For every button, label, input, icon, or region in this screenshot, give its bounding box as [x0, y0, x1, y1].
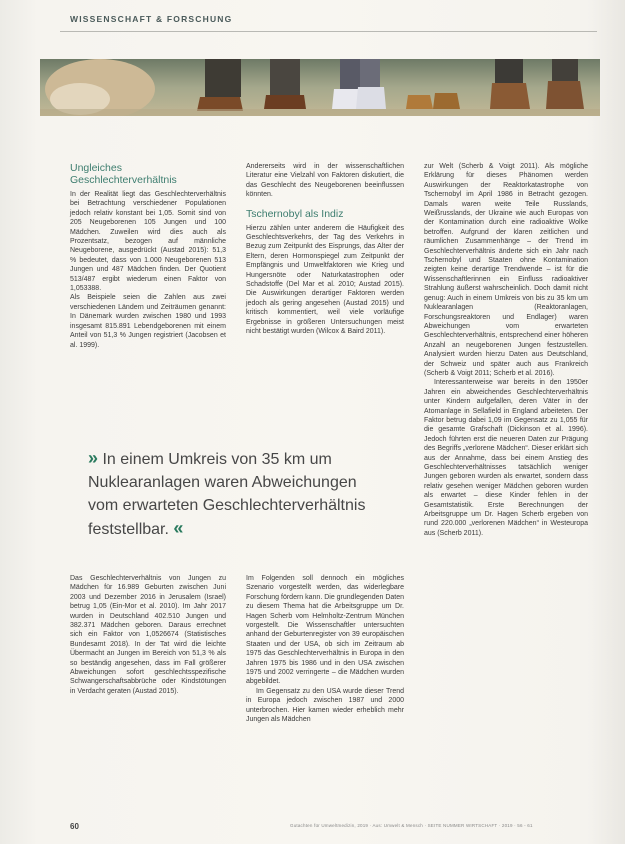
section-label: WISSENSCHAFT & FORSCHUNG	[70, 14, 233, 24]
header-photo	[40, 59, 600, 116]
quote-text: In einem Umkreis von 35 km um Nuklearanlagen waren Abweichungen vom erwarteten Geschlechterverhältnis feststellbar.	[88, 451, 366, 538]
col1-paragraph-1: In der Realität liegt das Geschlechterverhältnis bei Betrachtung verschiedener Populationen jedoch relativ konstant bei 1,05. Somit sind von 205 Neugeborenen 105 Jungen und 100 Mädchen. Zuweilen wird dies auch als Prozentsatz, bezogen auf männliche Neugeborene, ausgedrückt (Austad 2015): 51,3 % bedeutet, dass von 1.000 Neugeborenen 513 Jungen und 487 Mädchen finden. Der Quotient 513/487 ergibt wiederum einen Faktor von 1,053388.	[70, 191, 226, 293]
shoes-photo-illustration	[40, 59, 600, 116]
column-3	[424, 162, 588, 538]
col2-paragraph-2: Hierzu zählen unter anderem die Häufigkeit des Geschlechtsverkehrs, der Tag des Verkehrs in Bezug zum Zeitpunkt des Eisprungs, das Alter der Eltern, deren Hormonspiegel zum Zeitpunkt der Empfängnis und Umweltfaktoren wie Krieg und Hungersnöte oder Naturkatastrophen oder Schadstoffe (Del Mar et al. 2010; Austad 2015). Die Auswirkungen derartiger Faktoren werden jedoch als gering angesehen (Austad 2015) und kritisch kommentiert, weil viele vorläufige Ergebnisse in größeren Untersuchungen meist nicht bestätigt wurden (Wilcox & Baird 2011).	[246, 224, 404, 336]
col3-paragraph-2: Interessanterweise war bereits in den 1950er Jahren ein abweichendes Geschlechterverhältnis unter Kindern aufgefallen, deren Väter in der Atomanlage in Sellafield in England arbeiteten. Der Faktor betrug dabei 1,09 im Gegensatz zu 1,055 für die gesamte Grafschaft (Dickinson et al. 1996). Jedoch führten erst die neueren Daten zur Prägung des Begriffs „verlorene Mädchen“. Dieser erklärt sich aus der Annahme, dass bei einem Anstieg des Geschlechterverhältnisses tatsächlich weniger Jungen geboren wurden als erwartet, sondern dass relativ gesehen weniger Mädchen geboren wurden als erwartet – diese Kinder fehlen in der Gesamtstatistik. Erste Berechnungen der Arbeitsgruppe um Dr. Hagen Scherb ergeben von rund 220.000 „verlorenen Mädchen“ in Westeuropa aus (Scherb 2011).	[424, 379, 588, 537]
footer-line: Gutachten für Umweltmedizin, 2019 · Aus: Umwelt & Mensch · SEITE NUMMER WIRTSCHAFT · 2019 · 56 - 61	[290, 823, 533, 828]
heading-ungleiches: Ungleiches Geschlechterverhältnis	[70, 162, 177, 186]
column-1-bottom	[70, 574, 226, 696]
col1-paragraph-2: Als Beispiele seien die Zahlen aus zwei verschiedenen Ländern und Zeiträumen genannt: In Dänemark wurden zwischen 1980 und 1993 insgesamt 815.891 Lebendgeborenen mit einem Anteil von 51,3 % Jungen registriert (Jacobsen et al. 1999).	[70, 294, 226, 349]
column-2-top	[246, 162, 404, 337]
quote-close-mark: «	[173, 518, 184, 538]
quote-open-mark: »	[88, 448, 99, 468]
page-number: 60	[70, 822, 79, 831]
column-1-top	[70, 162, 226, 350]
col2-paragraph-1: Andererseits wird in der wissenschaftlichen Literatur eine Vielzahl von Faktoren diskutiert, die das Geschlecht des Neugeborenen beeinflussen könnten.	[246, 163, 404, 199]
pull-quote	[88, 447, 378, 541]
heading-tschernobyl: Tschernobyl als Indiz	[246, 207, 344, 220]
column-2-bottom	[246, 574, 404, 725]
col2b-paragraph-2: Im Gegensatz zu den USA wurde dieser Trend in Europa jedoch zwischen 1987 und 2000 unterbrochen. Hier kamen wieder erheblich mehr Jungen als Mädchen	[246, 687, 404, 724]
col1b-paragraph-1: Das Geschlechterverhältnis von Jungen zu Mädchen für 16.989 Geburten zwischen Juni 2003 und Dezember 2016 in Jerusalem (Israel) betrug 1,05 (Ein-Mor et al. 2010). Im Jahr 2017 wurden in Deutschland 402.510 Jungen und 382.371 Mädchen geboren. Daraus errechnet sich ein Faktor von 1,0526674 (Statistisches Bundesamt 2018). In der Tat wird die leichte Übermacht an Jungen im Bereich von 51,3 % als so beständig angesehen, dass im Fall größerer Abweichungen sofort geschlechtsspezifische Schwangerschaftsabbrüche oder Kindstötungen in Verdacht geraten (Austad 2015).	[70, 575, 226, 695]
col2b-paragraph-1: Im Folgenden soll dennoch ein mögliches Szenario vorgestellt werden, das widerlegbare Forschung fördern kann. Die grundlegenden Daten zu diesem Thema hat die Arbeitsgruppe um Dr. Hagen Scherb vom Helmholtz-Zentrum München vorgestellt. Die Wissenschaftler untersuchten anhand der Geburtenregister von 39 europäischen Staaten und der USA, ob sich im Zeitraum ab 1975 das Geschlechterverhältnis in Europa in den Jahren 1975 bis 1986 und in den USA zwischen 1975 und 2002 verringerte – die Mädchen wurden abgebildet.	[246, 575, 404, 686]
header-rule	[60, 31, 597, 32]
col3-paragraph-1: zur Welt (Scherb & Voigt 2011). Als mögliche Erklärung für dieses Phänomen werden Auswirkungen der Reaktorkatastrophe von Tschernobyl im April 1986 in Betracht gezogen. Damals waren weite Teile Russlands, Weißrusslands, der Ukraine wie auch Europas von der Kontamination durch eine radioaktive Wolke betroffen. Aufgrund der klaren zeitlichen und räumlichen Zusammenhänge – der Trend im Geschlechterverhältnis änderte sich ein Jahr nach Tschernobyl und Staaten ohne Kontamination zeigten keine derartige Trendwende – ist für die Wissenschaftlerinnen ein Einfluss radioaktiver Strahlung äußerst wahrscheinlich. Doch damit nicht genug: Auch in einem Umkreis von bis zu 35 km um Nuklearanlagen (Reaktoranlagen, Forschungsreaktoren und Endlager) waren Abweichungen vom erwarteten Geschlechterverhältnis, entsprechend einer höheren Anzahl an neugeborenen Jungen festzustellen. Analysiert wurden hierzu Daten aus Deutschland, der Schweiz und später auch aus Frankreich (Scherb & Voigt 2011; Scherb et al. 2016).	[424, 163, 588, 377]
